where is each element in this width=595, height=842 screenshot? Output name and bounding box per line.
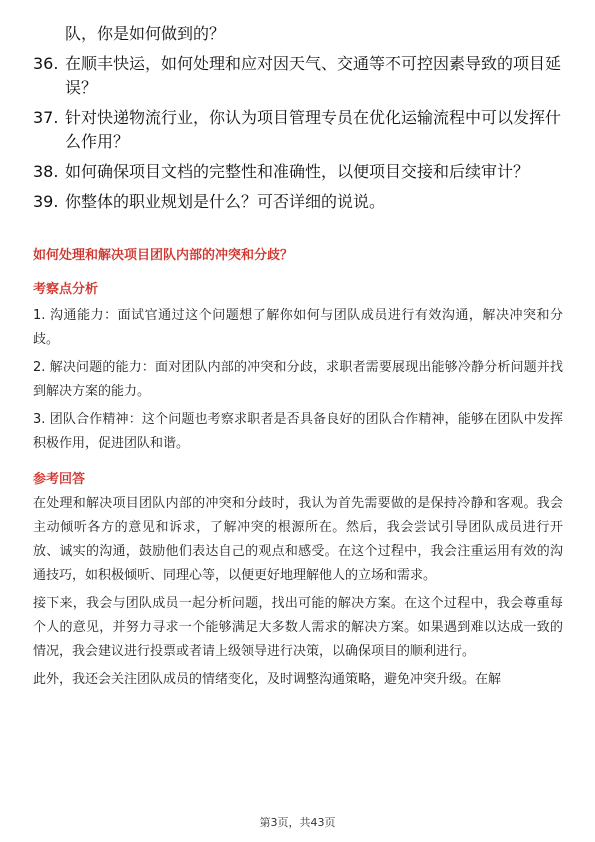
- analysis-point: 2. 解决问题的能力：面对团队内部的冲突和分歧，求职者需要展现出能够冷静分析问题并找到解决方案的能力。: [33, 360, 563, 399]
- question-item-37: [33, 106, 568, 154]
- question-number: 39.: [33, 192, 59, 211]
- answer-paragraph: 接下来，我会与团队成员一起分析问题，找出可能的解决方案。在这个过程中，我会尊重每个人的意见，并努力寻求一个能够满足大多数人需求的解决方案。如果遇到难以达成一致的情况，我会建议进行投票或者请上级领导进行决策，以确保项目的顺利进行。: [33, 596, 563, 659]
- question-list: [33, 22, 568, 220]
- section-title: 如何处理和解决项目团队内部的冲突和分歧？: [33, 248, 294, 263]
- question-number: 37.: [33, 108, 59, 127]
- question-text: 你整体的职业规划是什么？可否详细的说说。: [65, 192, 386, 211]
- question-number: 38.: [33, 162, 59, 181]
- question-number: 36.: [33, 54, 59, 73]
- analysis-heading: 考察点分析: [33, 282, 99, 297]
- question-text: 如何确保项目文档的完整性和准确性，以便项目交接和后续审计？: [65, 162, 530, 181]
- question-continued-text: 队，你是如何做到的？: [65, 24, 226, 43]
- analysis-point: 1. 沟通能力：面试官通过这个问题想了解你如何与团队成员进行有效沟通，解决冲突和分歧。: [33, 308, 563, 347]
- analysis-points: [33, 304, 563, 456]
- question-text: 针对快递物流行业，你认为项目管理专员在优化运输流程中可以发挥什么作用？: [65, 108, 562, 151]
- question-item-36: [33, 52, 568, 100]
- page-footer: 第3页，共43页: [259, 816, 336, 829]
- answer-paragraph: 此外，我还会关注团队成员的情绪变化，及时调整沟通策略，避免冲突升级。在解: [33, 672, 502, 687]
- answer-body: [33, 492, 563, 692]
- question-item-39: [33, 190, 568, 214]
- answer-paragraph: 在处理和解决项目团队内部的冲突和分歧时，我认为首先需要做的是保持冷静和客观。我会主动倾听各方的意见和诉求，了解冲突的根源所在。然后，我会尝试引导团队成员进行开放、诚实的沟通，鼓励他们表达自己的观点和感受。在这个过程中，我会注重运用有效的沟通技巧，如积极倾听、同理心等，以便更好地理解他人的立场和需求。: [33, 496, 563, 583]
- analysis-point: 3. 团队合作精神：这个问题也考察求职者是否具备良好的团队合作精神，能够在团队中发挥积极作用，促进团队和谐。: [33, 412, 563, 451]
- answer-heading: 参考回答: [33, 472, 86, 487]
- question-item-38: [33, 160, 568, 184]
- interview-question-section: [33, 246, 563, 696]
- question-text: 在顺丰快运，如何处理和应对因天气、交通等不可控因素导致的项目延误？: [65, 54, 562, 97]
